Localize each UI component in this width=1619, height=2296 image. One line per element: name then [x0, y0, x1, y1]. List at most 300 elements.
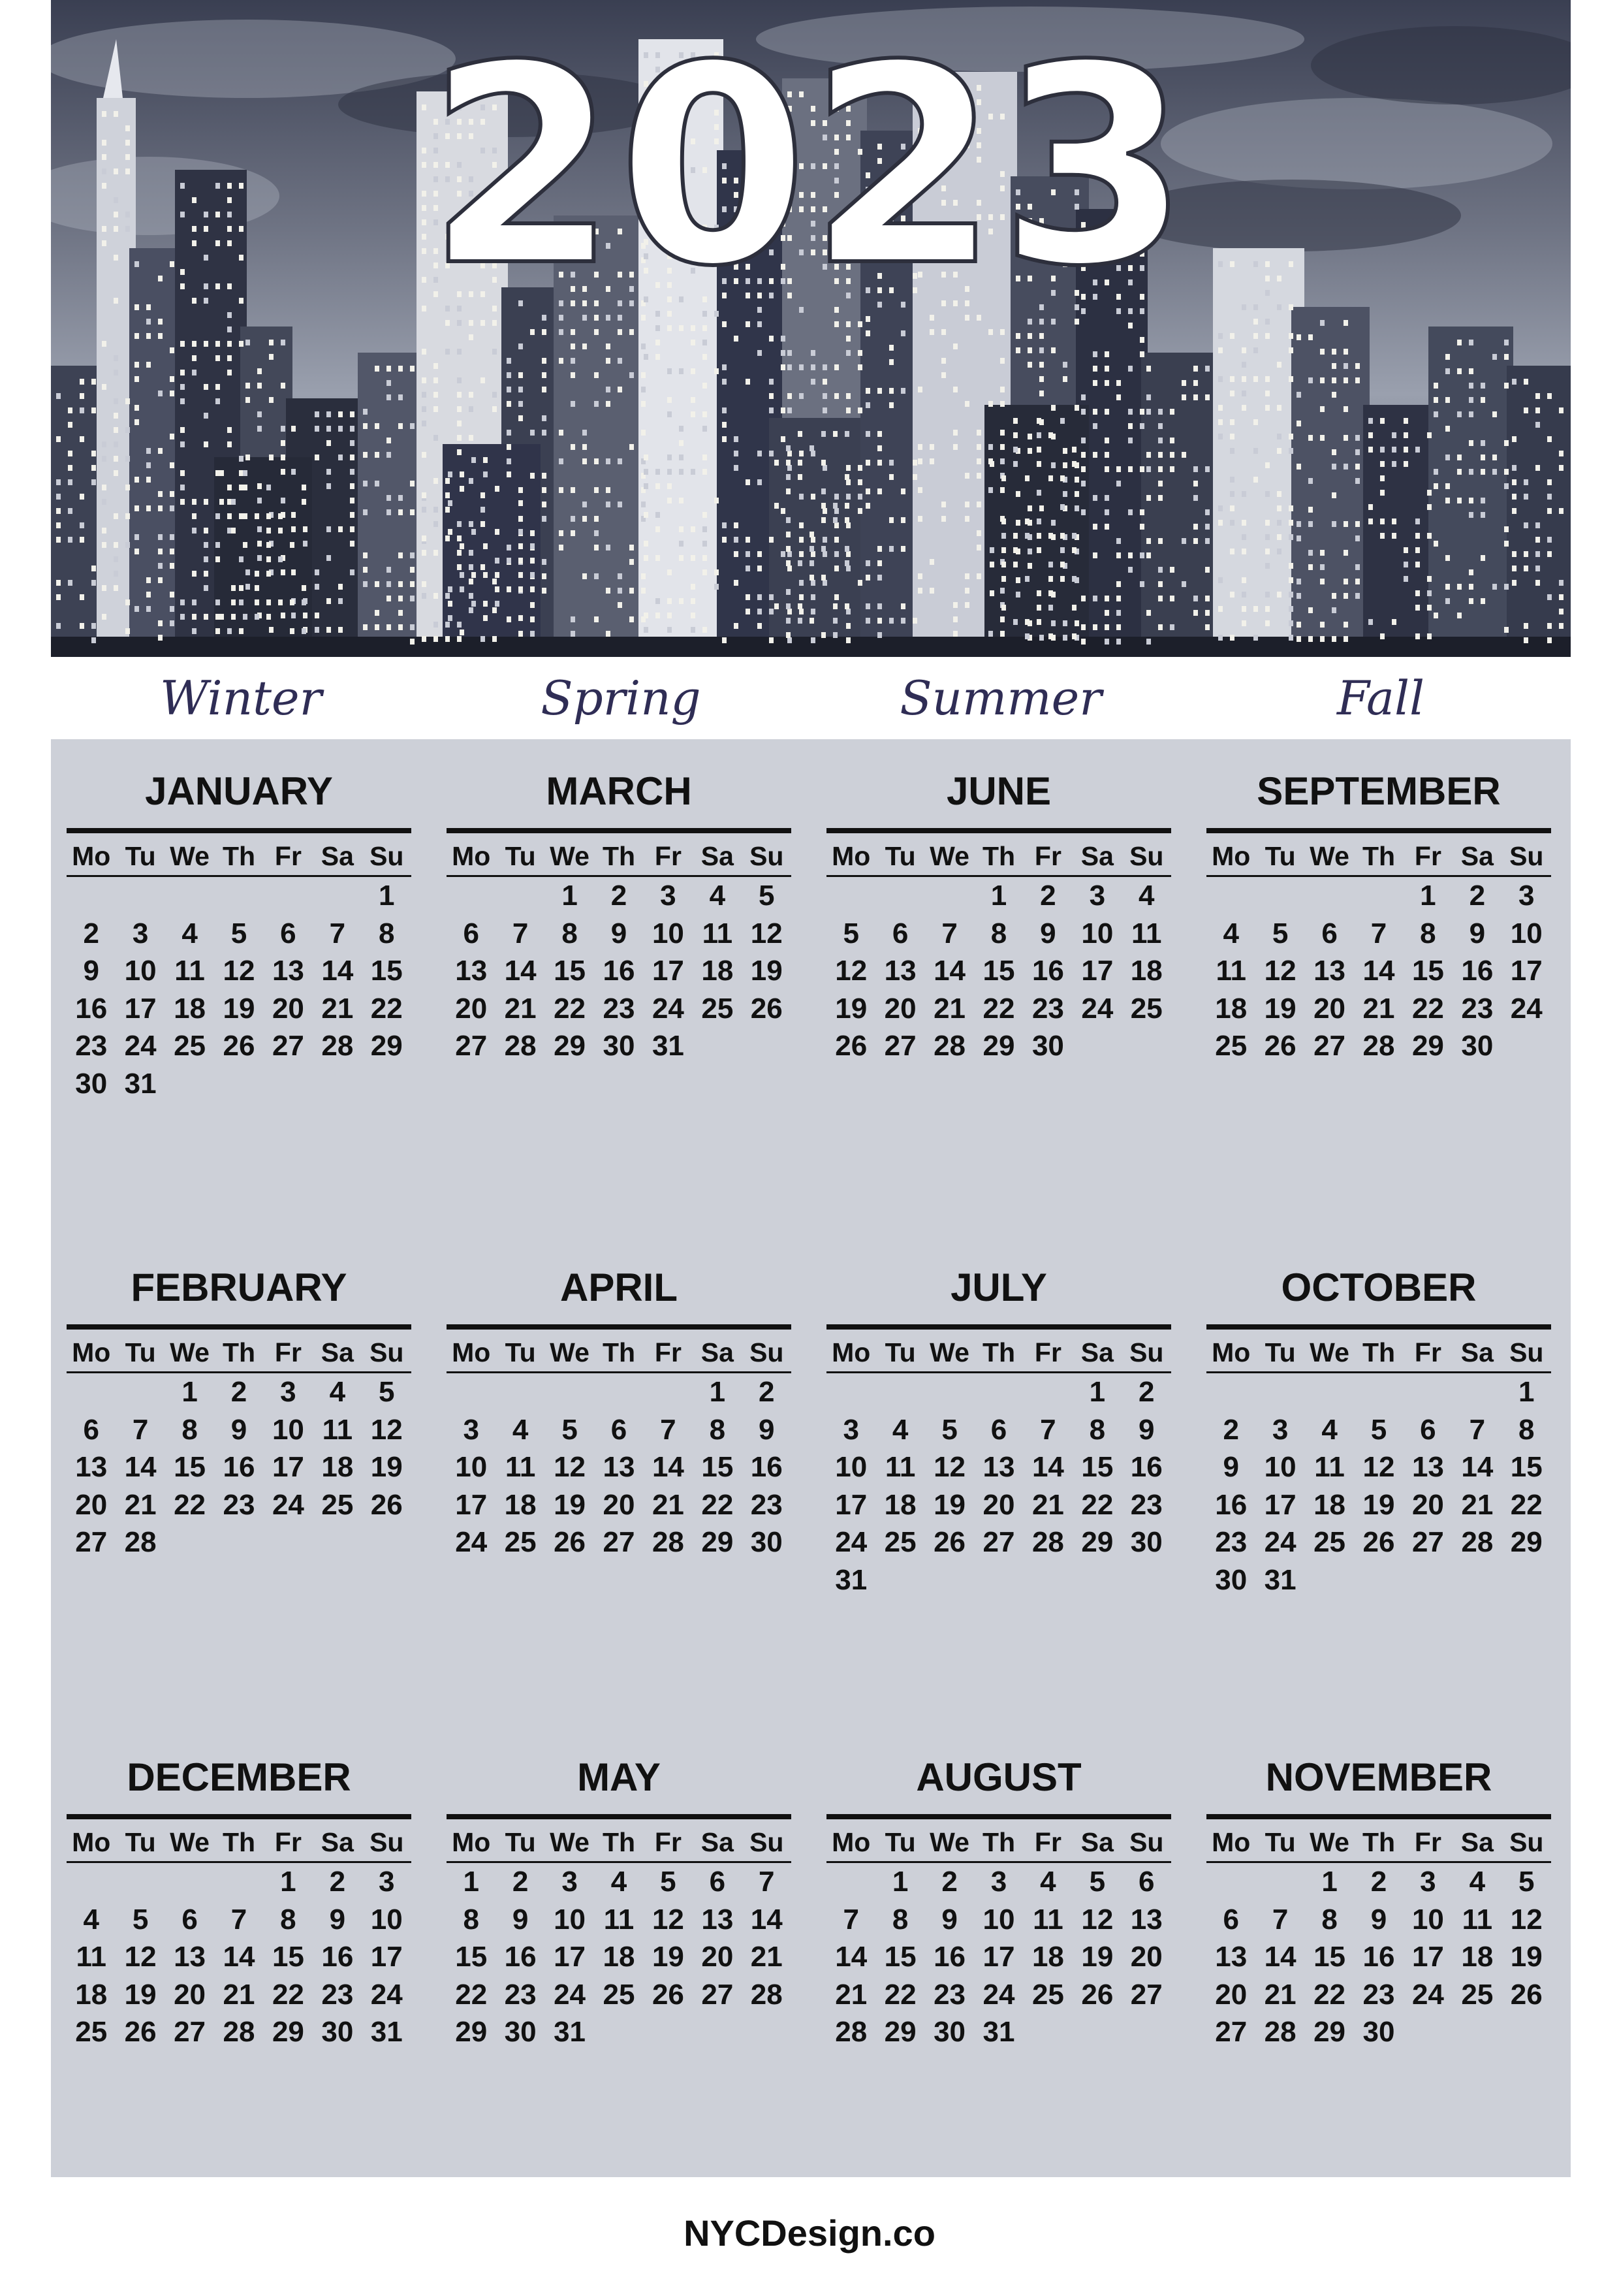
window-light [398, 610, 403, 616]
window-light [1001, 533, 1006, 539]
window-light [941, 502, 946, 507]
window-light [448, 601, 452, 607]
window-light [80, 436, 84, 442]
day-cell: 3 [1089, 880, 1106, 912]
window-light [834, 537, 839, 543]
window-light [227, 441, 232, 447]
empty-cell [1255, 877, 1304, 915]
empty-cell [67, 1373, 116, 1411]
window-light [231, 528, 236, 534]
window-light [834, 522, 839, 528]
window-light [1434, 469, 1438, 475]
window-light [1146, 639, 1151, 645]
window-light [1559, 508, 1564, 514]
window-light [518, 487, 523, 493]
window-light [1504, 440, 1509, 446]
window-light [114, 542, 118, 548]
window-light [146, 592, 151, 598]
day-cell: 11 [702, 917, 733, 949]
window-light [469, 406, 473, 412]
window-light [1218, 347, 1223, 353]
day-cell: 20 [1411, 1488, 1444, 1521]
window-light [102, 585, 106, 591]
day-cell: 15 [272, 1941, 304, 1973]
window-light [1368, 432, 1373, 438]
window-light [134, 505, 139, 511]
window-light [1469, 340, 1473, 345]
day-cell: 18 [1031, 1941, 1064, 1973]
window-light [833, 431, 838, 437]
window-light [1320, 579, 1325, 584]
window-light [457, 550, 462, 556]
window-light [757, 350, 762, 356]
window-light [215, 556, 220, 562]
weekday-header: Su [1502, 1823, 1551, 1863]
window-light [146, 362, 151, 368]
building-shape [1363, 405, 1435, 657]
day-cell: 25 [884, 1526, 917, 1558]
window-light [714, 498, 719, 503]
window-light [1253, 261, 1258, 267]
window-light [866, 330, 870, 336]
window-light [594, 372, 599, 378]
window-light [811, 537, 815, 543]
window-light [125, 427, 130, 433]
window-light [227, 499, 232, 505]
window-light [811, 494, 815, 500]
month-name: JANUARY [145, 769, 333, 813]
window-light [80, 407, 84, 413]
window-light [913, 460, 917, 466]
window-light [375, 423, 379, 429]
window-light [714, 584, 719, 590]
window-light [618, 387, 622, 392]
window-light [495, 601, 499, 607]
window-light [833, 618, 838, 624]
day-cell: 22 [701, 1488, 734, 1521]
window-light [811, 580, 815, 586]
day-cell: 24 [272, 1488, 304, 1521]
window-light [1297, 392, 1301, 398]
day-cell: 15 [982, 955, 1015, 987]
window-light [215, 240, 220, 246]
window-light [1048, 533, 1053, 539]
day-cell: 19 [1264, 992, 1297, 1025]
window-light [422, 392, 426, 398]
window-light [495, 572, 499, 578]
window-light [858, 350, 862, 356]
skyline-photo [51, 0, 1571, 657]
window-light [811, 637, 815, 643]
window-light [691, 627, 695, 633]
window-light [56, 436, 61, 442]
day-cell: 19 [223, 992, 255, 1025]
day-cell: 16 [321, 1941, 354, 1973]
window-light [977, 487, 981, 493]
window-light [114, 441, 118, 447]
weekday-header: Mo [447, 1333, 495, 1373]
window-light [667, 598, 672, 604]
window-light [953, 415, 958, 421]
day-cell: 6 [1321, 917, 1338, 949]
day-cell: 28 [750, 1978, 783, 2011]
day-cell: 23 [504, 1978, 537, 2011]
window-light [1289, 534, 1293, 540]
window-light [480, 507, 485, 513]
empty-cell [447, 877, 495, 915]
weekday-header: Fr [264, 1823, 313, 1863]
window-light [422, 191, 426, 197]
window-light [445, 507, 450, 513]
window-light [134, 419, 139, 425]
weekday-header: Mo [826, 837, 875, 877]
window-light [769, 407, 774, 413]
window-light [1060, 475, 1065, 481]
window-light [483, 543, 488, 549]
window-light [1013, 432, 1018, 438]
window-light [398, 394, 403, 400]
window-light [386, 452, 391, 458]
window-light [1265, 592, 1270, 598]
window-light [1081, 481, 1086, 486]
day-cell: 26 [1081, 1978, 1114, 2011]
month-rule [447, 1324, 791, 1330]
window-light [204, 499, 208, 505]
window-light [1253, 347, 1258, 353]
window-light [1230, 635, 1234, 641]
window-light [326, 426, 331, 432]
window-light [1344, 579, 1348, 584]
window-light [1427, 605, 1432, 611]
window-light [1218, 577, 1223, 583]
window-light [215, 384, 220, 390]
window-light [799, 393, 804, 399]
day-cell: 3 [990, 1866, 1007, 1898]
window-light [1445, 498, 1450, 503]
window-light [1013, 461, 1018, 467]
window-light [679, 541, 684, 547]
window-light [1492, 469, 1497, 475]
window-light [918, 458, 922, 464]
window-light [702, 569, 707, 575]
window-light [1093, 596, 1097, 601]
window-light [114, 111, 118, 117]
window-light [746, 537, 750, 543]
window-light [1116, 481, 1121, 486]
window-light [1297, 464, 1301, 470]
window-light [1116, 596, 1121, 601]
day-cell: 26 [1264, 1030, 1297, 1062]
window-light [239, 183, 244, 189]
window-light [1105, 351, 1109, 357]
month-grid [447, 1823, 791, 2051]
window-light [787, 637, 792, 643]
window-light [641, 372, 646, 378]
window-light [1434, 541, 1438, 547]
window-light [457, 535, 462, 541]
window-light [1492, 354, 1497, 360]
day-cell: 24 [1411, 1978, 1444, 2011]
window-light [866, 560, 870, 566]
day-cell: 30 [1362, 2016, 1395, 2048]
day-cell: 7 [759, 1866, 775, 1898]
day-cell: 14 [934, 955, 966, 987]
day-cell: 3 [1518, 880, 1535, 912]
window-light [1205, 624, 1210, 630]
window-light [1392, 432, 1396, 438]
window-light [1355, 521, 1360, 527]
weekday-header: We [545, 1823, 594, 1863]
day-cell: 15 [1510, 1451, 1543, 1483]
window-light [606, 487, 610, 493]
day-cell: 15 [884, 1941, 917, 1973]
window-light [1016, 577, 1020, 583]
window-light [91, 451, 96, 456]
window-light [691, 584, 695, 590]
window-light [810, 445, 814, 451]
window-light [746, 566, 750, 571]
window-light [1218, 434, 1223, 439]
day-cell: 30 [75, 1067, 108, 1100]
window-light [471, 529, 476, 535]
window-light [1524, 479, 1528, 485]
window-light [255, 599, 259, 605]
window-light [471, 572, 476, 578]
window-light [281, 340, 285, 345]
weekday-header: Su [362, 1333, 411, 1373]
window-light [1355, 564, 1360, 570]
window-light [350, 440, 354, 446]
day-cell: 13 [272, 955, 304, 987]
window-light [243, 485, 247, 490]
window-light [786, 474, 791, 480]
window-light [1158, 495, 1163, 501]
window-light [91, 407, 96, 413]
window-light [1457, 368, 1462, 374]
window-light [1063, 491, 1067, 497]
window-light [1380, 490, 1385, 496]
window-light [1093, 452, 1097, 458]
day-cell: 6 [1420, 1413, 1436, 1446]
window-light [350, 569, 354, 575]
window-light [483, 615, 488, 621]
window-light [1025, 619, 1030, 625]
day-cell: 1 [892, 1866, 909, 1898]
day-cell: 12 [934, 1451, 966, 1483]
weekday-header: Sa [1453, 837, 1501, 877]
window-light [582, 343, 587, 349]
window-light [811, 379, 815, 385]
window-light [1277, 276, 1281, 281]
window-light [1320, 636, 1325, 642]
window-light [1093, 524, 1097, 530]
window-light [1242, 606, 1246, 612]
day-cell: 7 [132, 1413, 149, 1446]
window-light [606, 631, 610, 637]
day-cell: 29 [701, 1526, 734, 1558]
day-cell: 16 [750, 1451, 783, 1483]
day-cell: 19 [835, 992, 868, 1025]
day-cell: 5 [941, 1413, 958, 1446]
window-light [518, 415, 523, 421]
window-light [1230, 434, 1234, 439]
window-light [542, 516, 546, 522]
window-light [1060, 547, 1065, 553]
day-cell: 29 [370, 1030, 403, 1062]
weekday-header: Su [742, 1823, 791, 1863]
day-cell: 21 [835, 1978, 868, 2011]
day-cell: 2 [941, 1866, 958, 1898]
day-cell: 20 [272, 992, 304, 1025]
window-light [1504, 483, 1509, 489]
window-light [1289, 563, 1293, 569]
day-cell: 25 [321, 1488, 354, 1521]
window-light [114, 470, 118, 476]
window-light [278, 556, 283, 562]
window-light [1445, 397, 1450, 403]
day-cell: 29 [1510, 1526, 1543, 1558]
window-light [1320, 622, 1325, 628]
day-cell: 30 [1215, 1563, 1248, 1596]
window-light [266, 528, 271, 534]
empty-cell [214, 1863, 263, 1901]
window-light [823, 465, 827, 471]
window-light [821, 431, 826, 437]
window-light [204, 528, 208, 534]
window-light [227, 370, 232, 375]
window-light [1492, 411, 1497, 417]
day-cell: 2 [329, 1866, 346, 1898]
day-cell: 21 [934, 992, 966, 1025]
window-light [114, 298, 118, 304]
window-light [1182, 538, 1186, 544]
window-light [492, 392, 497, 398]
day-cell: 12 [835, 955, 868, 987]
window-light [1492, 454, 1497, 460]
window-light [350, 411, 354, 417]
window-light [821, 632, 826, 638]
window-light [422, 104, 426, 110]
window-light [582, 516, 587, 522]
day-cell: 22 [1411, 992, 1444, 1025]
day-cell: 3 [561, 1866, 578, 1898]
window-light [125, 542, 130, 548]
window-light [889, 618, 894, 624]
window-light [422, 205, 426, 211]
window-light [1559, 594, 1564, 600]
window-light [215, 341, 220, 347]
window-light [1193, 538, 1198, 544]
window-light [1289, 434, 1293, 439]
window-light [146, 477, 151, 483]
window-light [398, 366, 403, 372]
window-light [239, 513, 244, 519]
day-cell: 5 [1272, 917, 1289, 949]
month-rule [67, 1324, 411, 1330]
window-light [255, 614, 259, 620]
day-cell: 1 [463, 1866, 479, 1898]
window-light [1025, 475, 1030, 481]
window-light [889, 460, 894, 466]
window-light [1355, 363, 1360, 369]
window-light [582, 502, 587, 507]
window-light [1037, 518, 1041, 524]
window-light [1559, 465, 1564, 471]
window-light [1128, 409, 1133, 415]
weekday-header: Th [594, 1333, 643, 1373]
day-cell: 23 [321, 1978, 354, 2011]
window-light [1093, 351, 1097, 357]
window-light [786, 632, 791, 638]
day-cell: 16 [934, 1941, 966, 1973]
day-cell: 12 [554, 1451, 586, 1483]
window-light [1308, 521, 1313, 527]
window-light [170, 606, 174, 612]
window-light [722, 422, 727, 428]
window-light [1158, 538, 1163, 544]
day-cell: 15 [455, 1941, 488, 1973]
window-light [834, 494, 839, 500]
window-light [114, 212, 118, 217]
window-light [1504, 354, 1509, 360]
window-light [769, 451, 774, 456]
day-cell: 21 [1461, 1488, 1494, 1521]
window-light [1535, 551, 1540, 557]
window-light [1457, 454, 1462, 460]
window-light [245, 569, 250, 575]
weekday-header: Tu [116, 1823, 165, 1863]
window-light [291, 526, 296, 532]
window-light [1158, 466, 1163, 472]
window-light [1039, 376, 1044, 382]
month-name: NOVEMBER [1265, 1755, 1492, 1799]
window-light [734, 522, 738, 528]
window-light [965, 502, 969, 507]
window-light [877, 575, 882, 581]
day-cell: 25 [1215, 1030, 1248, 1062]
empty-cell [495, 877, 544, 915]
window-light [918, 588, 922, 594]
window-light [375, 581, 379, 587]
window-light [1415, 633, 1420, 639]
window-light [965, 516, 969, 522]
day-cell: 11 [1462, 1903, 1493, 1936]
window-light [170, 592, 174, 598]
day-cell: 12 [652, 1903, 684, 1936]
window-light [1037, 432, 1041, 438]
window-light [1277, 448, 1281, 454]
window-light [1037, 461, 1041, 467]
day-cell: 20 [1130, 1941, 1163, 1973]
window-light [1445, 483, 1450, 489]
day-cell: 17 [272, 1451, 304, 1483]
window-light [227, 427, 232, 433]
window-light [91, 580, 96, 586]
window-light [91, 566, 96, 571]
window-light [629, 616, 634, 622]
window-light [1504, 526, 1509, 532]
month-rule [826, 828, 1171, 833]
window-light [594, 573, 599, 579]
empty-cell [264, 877, 313, 915]
window-light [1512, 508, 1517, 514]
window-light [953, 631, 958, 637]
window-light [1512, 551, 1517, 557]
day-cell: 3 [280, 1376, 296, 1408]
window-light [1105, 509, 1109, 515]
day-cell: 10 [652, 917, 684, 949]
window-light [433, 377, 438, 383]
